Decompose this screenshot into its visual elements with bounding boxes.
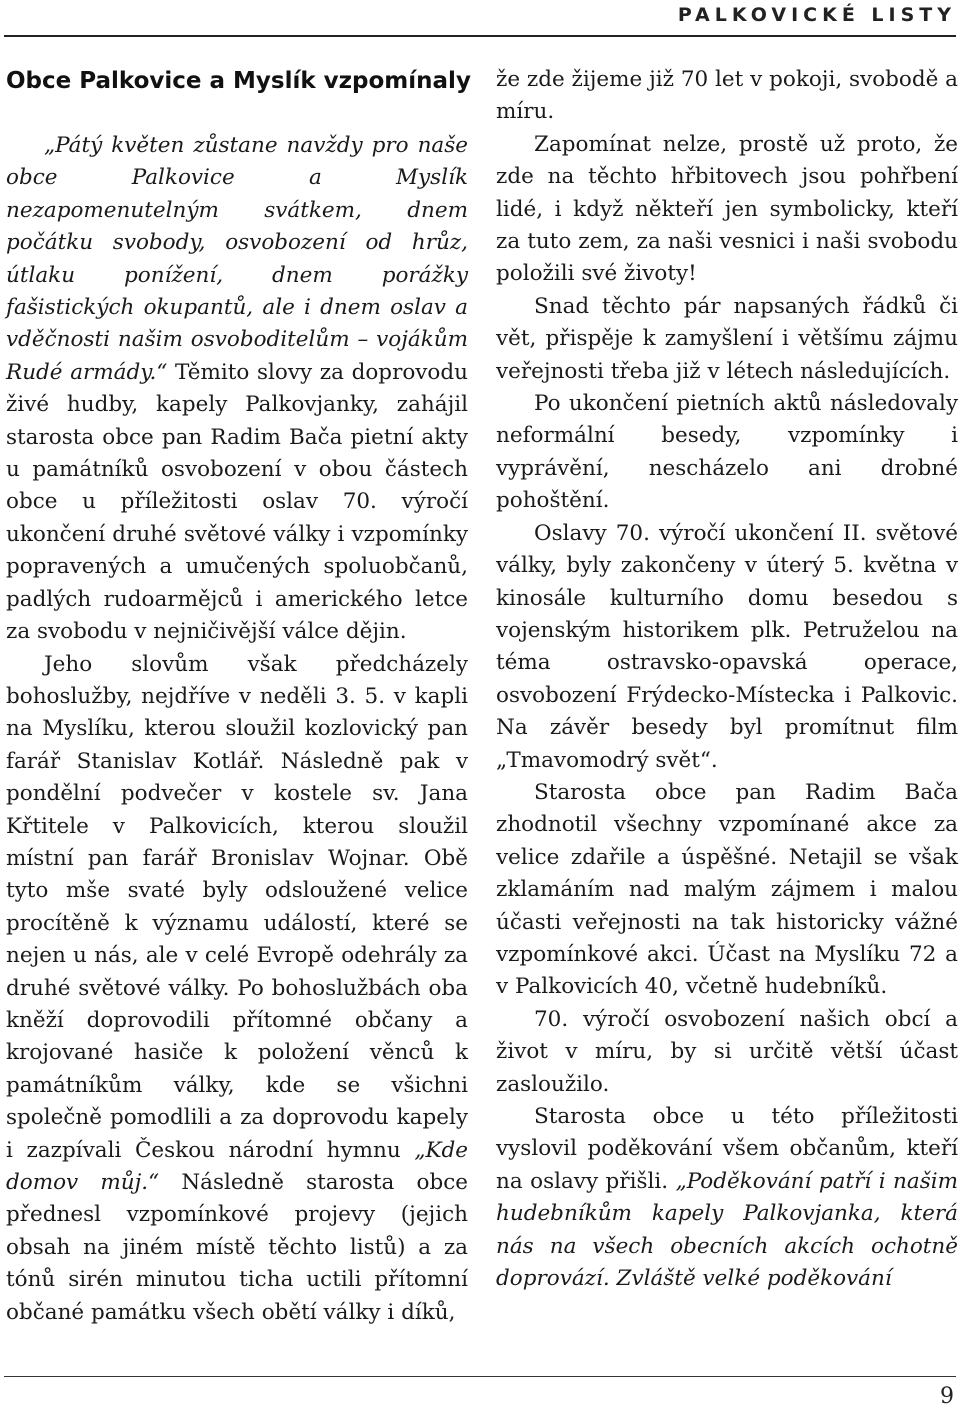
paragraph-gatherings: Po ukončení pietních aktů následovaly neformální besedy, vzpomínky i vyprávění, nescházelo ani drobné pohoštění. — [496, 391, 958, 514]
page-number: 9 — [940, 1384, 954, 1409]
running-header-title: PALKOVICKÉ LISTY — [677, 4, 956, 26]
right-column — [496, 64, 958, 1295]
thanks-quote: „Poděkování patří i našim hudebníkům kapely Palkovjanka, která nás na všech obecních akcích ochotně doprovází. Zvláště velké poděkování — [496, 1168, 958, 1292]
paragraph-continuation: že zde žijeme již 70 let v pokoji, svobodě a míru. — [496, 67, 958, 125]
left-column — [6, 64, 471, 1329]
paragraph-reflection: Snad těchto pár napsaných řádků či vět, přispěje k zamyšlení i většímu zájmu veřejnosti třeba již v létech následujících. — [496, 293, 958, 384]
thanks-text: Starosta obce u této příležitosti vyslovil poděkování všem občanům, kteří na oslavy přišli. — [496, 1104, 958, 1194]
paragraph-evaluation: Starosta obce pan Radim Bača zhodnotil všechny vzpomínané akce za velice zdařile a úspěšné. Netajil se však zklamáním nad malým zájmem i malou účasti veřejnosti na tak historicky vážné vzpomínkové akci. Účast na Myslíku 72 a v Palkovicích 40, včetně hudebníků. — [496, 779, 958, 1000]
paragraph-services — [6, 649, 468, 1330]
anthem-quote: „Kde domov můj.“ — [6, 1137, 468, 1195]
paragraph-opening — [6, 130, 468, 649]
paragraph-anniversary: 70. výročí osvobození našich obcí a život v míru, by si určitě větší účast zasloužilo. — [496, 1006, 958, 1097]
paragraph-celebrations: Oslavy 70. výročí ukončení II. světové války, byly zakončeny v úterý 5. května v kinosále kulturního domu besedou s vojenským historikem plk. Petruželou na téma ostravsko-opavská operace, osvobození Frýdecko-Místecka i Palkovic. Na závěr besedy byl promítnut film „Tmavomodrý svět“. — [496, 520, 958, 773]
services-text: Jeho slovům však předcházely bohoslužby, nejdříve v neděli 3. 5. v kapli na Myslíku, kterou sloužil kozlovický pan farář Stanislav Kotlář. Následně pak v pondělní podvečer v kostele sv. Jana Křtitele v Palkovicích, kterou sloužil místní pan farář Bronislav Wojnar. Obě tyto mše svaté byly odsloužené velice procítěně k významu událostí, které se nejen u nás, ale v celé Evropě odehrály za druhé světové války. Po bohoslužbách oba kněží doprovodili přítomné občany a krojované hasiče k položení věnců k památníkům války, kde se všichni společně pomodlili a za doprovodu kapely i zazpívali Českou národní hymnu — [6, 651, 468, 1163]
opening-quote: „Pátý květen zůstane navždy pro naše obce Palkovice a Myslík nezapomenutelným svátkem, dnem počátku svobody, osvobození od hrůz, útlaku ponížení, dnem porážky fašistických okupantů, ale i dnem oslav a vděčnosti našim osvoboditelům – vojákům Rudé armády.“ — [6, 133, 468, 385]
services-text-end: Následně starosta obce přednesl vzpomínkové projevy (jejich obsah na jiném místě těchto listů) a za tónů sirén minutou ticha uctili přítomní občané památku všech obětí války i díků, — [6, 1170, 469, 1325]
article-title: Obce Palkovice a Myslík vzpomínaly — [6, 68, 471, 94]
footer-rule — [4, 1376, 956, 1377]
paragraph-thanks — [496, 1101, 958, 1295]
header-rule — [4, 35, 956, 37]
opening-text: Těmito slovy za doprovodu živé hudby, kapely Palkovjanky, zahájil starosta obce pan Radim Bača pietní akty u památníků osvobození v obou částech obce u příležitosti oslav 70. výročí ukončení druhé světové války i vzpomínky popravených a umučených spoluobčanů, padlých rudoarmějců i amerického letce za svobodu v nejničivější válce dějin. — [6, 359, 468, 645]
paragraph-remember: Zapomínat nelze, prostě už proto, že zde na těchto hřbitovech jsou pohřbení lidé, i když někteří jen symbolicky, kteří za tuto zem, za naši vesnici i naši svobodu položili své životy! — [496, 131, 958, 287]
